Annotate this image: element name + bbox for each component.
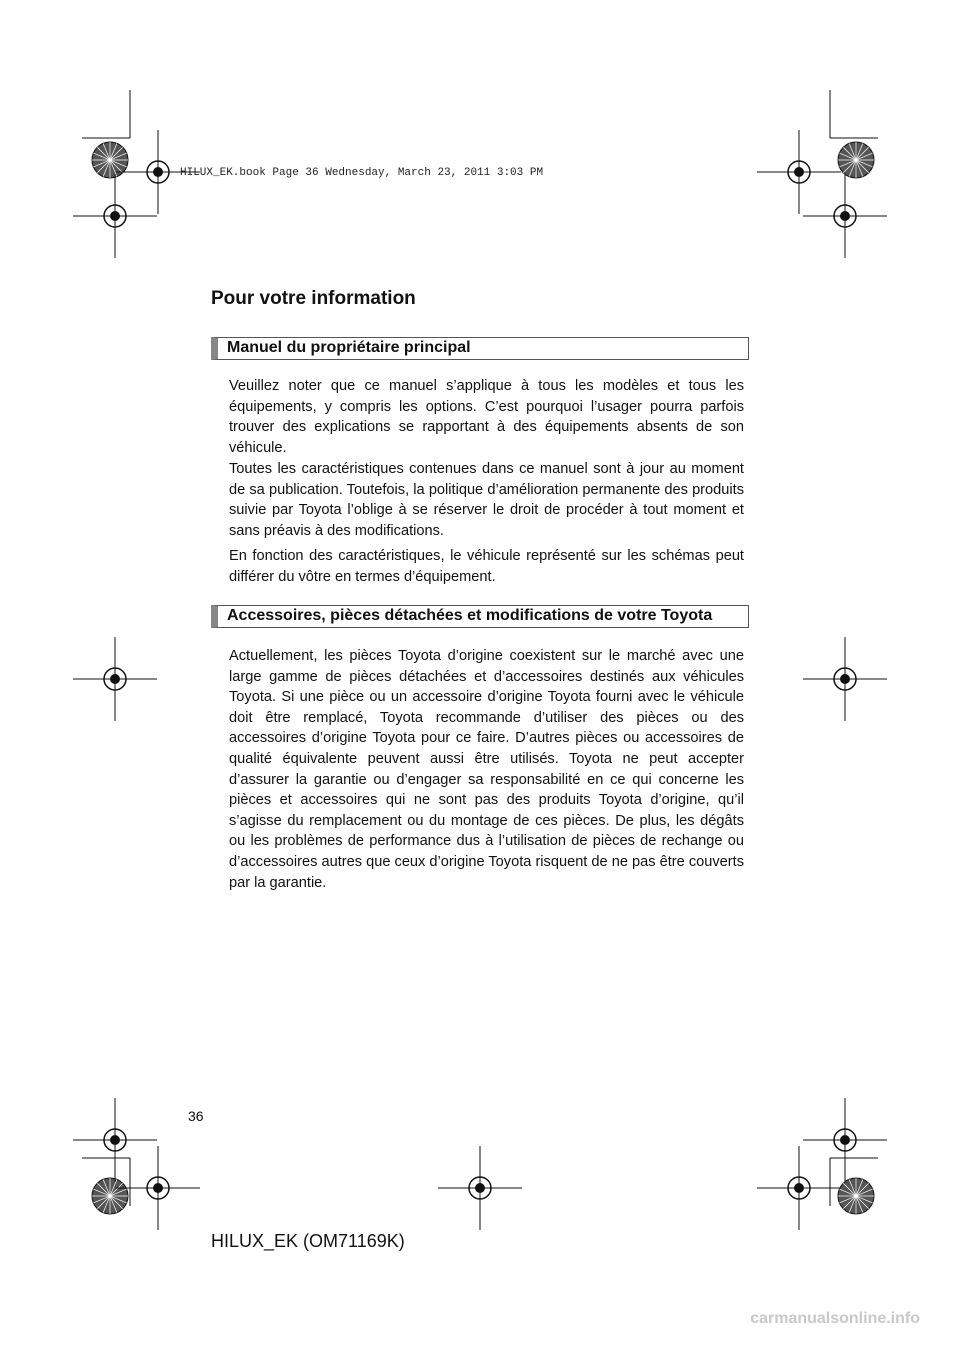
section-heading-text: Accessoires, pièces détachées et modifications de votre Toyota — [227, 607, 713, 624]
document-code: HILUX_EK (OM71169K) — [211, 1231, 405, 1251]
print-header: HILUX_EK.book Page 36 Wednesday, March 23, 2011 3:03 PM — [180, 167, 544, 179]
page-number: 36 — [188, 1108, 204, 1124]
paragraph: Veuillez noter que ce manuel s’applique à tous les modèles et tous les équipements, y compris les options. C’est pourquoi l’usager pourra parfois trouver des explications se rapportant à des équipements absents de son véhicule. — [229, 378, 744, 456]
section-heading-text: Manuel du propriétaire principal — [227, 339, 471, 356]
paragraph: En fonction des caractéristiques, le véhicule représenté sur les schémas peut différer du vôtre en termes d’équipement. — [229, 548, 744, 585]
watermark: carmanualsonline.info — [750, 1310, 920, 1327]
section-heading-owners-manual — [211, 337, 749, 360]
paragraph: Actuellement, les pièces Toyota d’origine coexistent sur le marché avec une large gamme de pièces détachées et d’accessoires destinés aux véhicules Toyota. Si une pièce ou un accessoire d’origine Toyota fourni avec le véhicule doit être remplacé, Toyota recommande d’utiliser des pièces ou des accessoires d’origine Toyota pour ce faire. D’autres pièces ou accessoires de qualité équivalente peuvent aussi être utilisés. Toyota ne peut accepter d’assurer la garantie ou d’engager sa responsabilité en ce qui concerne les pièces et accessoires qui ne sont pas des produits Toyota d’origine, qu’il s’agisse du remplacement ou du montage de ces pièces. De plus, les dégâts ou les problèmes de performance dus à l’utilisation de pièces de rechange ou d’accessoires autres que ceux d’origine Toyota risquent de ne pas être couverts par la garantie. — [229, 648, 744, 891]
section-heading-accessories — [211, 605, 749, 628]
page-title: Pour votre information — [211, 288, 416, 309]
paragraph: Toutes les caractéristiques contenues dans ce manuel sont à jour au moment de sa publication. Toutefois, la politique d’amélioration permanente des produits suivie par Toyota l’oblige à se réserver le droit de procéder à tout moment et sans préavis à des modifications. — [229, 461, 744, 539]
